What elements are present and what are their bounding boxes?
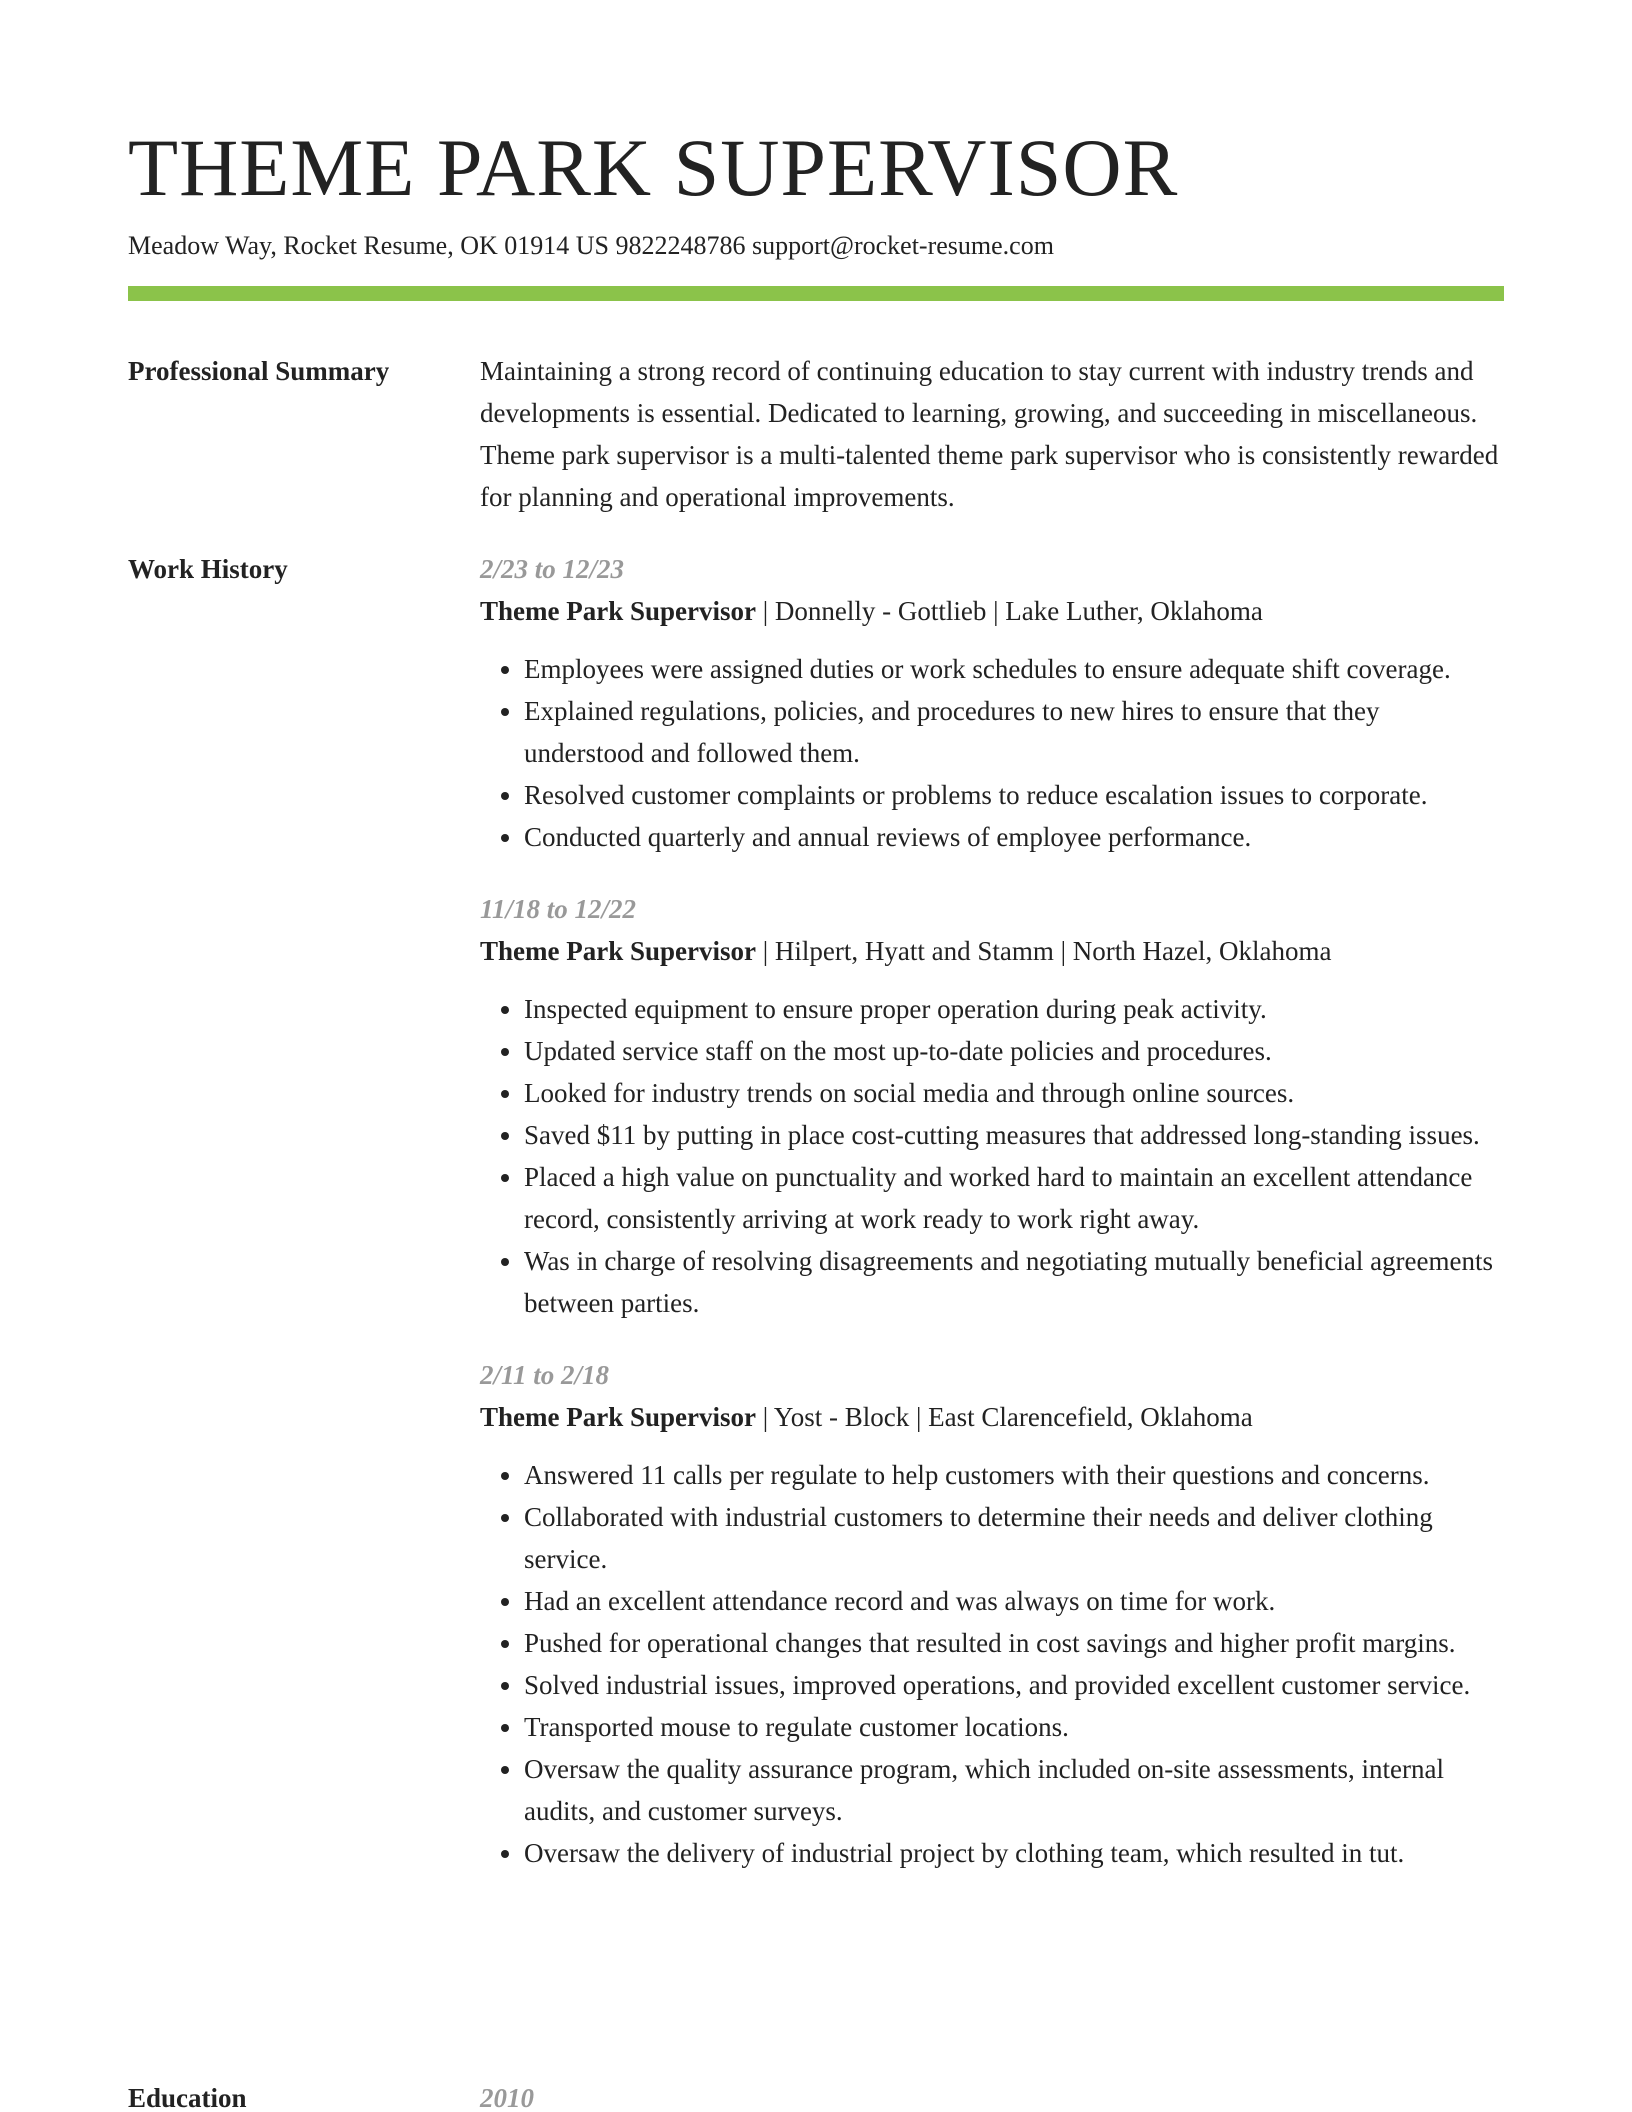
job-bullet: • Oversaw the delivery of industrial project by clothing team, which resulted in tut. [524, 1832, 1504, 1874]
job-entry [480, 888, 1504, 1324]
education-body [480, 2077, 1504, 2112]
job-bullet: • Updated service staff on the most up-to-date policies and procedures. [524, 1030, 1504, 1072]
job-bullet: • Answered 11 calls per regulate to help customers with their questions and concerns. [524, 1454, 1504, 1496]
education-dates: 2010 [480, 2083, 534, 2112]
job-bullet: • Was in charge of resolving disagreements and negotiating mutually beneficial agreements between parties. [524, 1240, 1504, 1324]
resume-header [128, 118, 1504, 262]
work-history-label: Work History [128, 554, 288, 584]
summary-text: Maintaining a strong record of continuing education to stay current with industry trends and developments is essential. Dedicated to learning, growing, and succeeding in miscellaneous. Theme park supervisor is a multi-talented theme park supervisor who is consistently rewarded for planning and operational improvements. [480, 356, 1499, 512]
job-bullet: • Pushed for operational changes that resulted in cost savings and higher profit margins. [524, 1622, 1504, 1664]
job-details: | Donnelly - Gottlieb | Lake Luther, Oklahoma [756, 596, 1263, 626]
job-bullet: • Inspected equipment to ensure proper operation during peak activity. [524, 988, 1504, 1030]
job-bullet: • Transported mouse to regulate customer locations. [524, 1706, 1504, 1748]
job-bullet: • Had an excellent attendance record and was always on time for work. [524, 1580, 1504, 1622]
job-bullet: • Employees were assigned duties or work schedules to ensure adequate shift coverage. [524, 648, 1504, 690]
job-bullet: • Solved industrial issues, improved operations, and provided excellent customer service. [524, 1664, 1504, 1706]
job-details: | Yost - Block | East Clarencefield, Oklahoma [756, 1402, 1253, 1432]
summary-body [480, 350, 1504, 518]
job-bullet: • Collaborated with industrial customers to determine their needs and deliver clothing service. [524, 1496, 1504, 1580]
job-title: Theme Park Supervisor [480, 936, 756, 966]
job-bullet: • Oversaw the quality assurance program, which included on-site assessments, internal audits, and customer surveys. [524, 1748, 1504, 1832]
job-bullet: • Resolved customer complaints or problems to reduce escalation issues to corporate. [524, 774, 1504, 816]
job-dates: 2/11 to 2/18 [480, 1360, 610, 1390]
job-bullet-list [480, 1454, 1504, 1874]
job-bullet: • Saved $11 by putting in place cost-cutting measures that addressed long-standing issues. [524, 1114, 1504, 1156]
candidate-name: THEME PARK SUPERVISOR [128, 122, 1179, 213]
job-title: Theme Park Supervisor [480, 1402, 756, 1432]
job-heading [480, 930, 1504, 972]
work-history-body [480, 548, 1504, 1904]
job-dates: 11/18 to 12/22 [480, 894, 637, 924]
job-title: Theme Park Supervisor [480, 596, 756, 626]
job-entry [480, 1354, 1504, 1874]
job-bullet-list [480, 648, 1504, 858]
job-bullet: • Looked for industry trends on social media and through online sources. [524, 1072, 1504, 1114]
contact-line: Meadow Way, Rocket Resume, OK 01914 US 9822248786 support@rocket-resume.com [128, 231, 1054, 260]
job-dates: 2/23 to 12/23 [480, 554, 625, 584]
header-divider [128, 286, 1504, 301]
job-entry [480, 548, 1504, 858]
summary-label: Professional Summary [128, 356, 390, 386]
job-heading [480, 1396, 1504, 1438]
job-bullet-list [480, 988, 1504, 1324]
job-bullet: • Placed a high value on punctuality and worked hard to maintain an excellent attendance record, consistently arriving at work ready to work right away. [524, 1156, 1504, 1240]
job-bullet: • Explained regulations, policies, and procedures to new hires to ensure that they understood and followed them. [524, 690, 1504, 774]
job-details: | Hilpert, Hyatt and Stamm | North Hazel, Oklahoma [756, 936, 1332, 966]
job-heading [480, 590, 1504, 632]
job-bullet: • Conducted quarterly and annual reviews of employee performance. [524, 816, 1504, 858]
education-label: Education [128, 2083, 247, 2112]
